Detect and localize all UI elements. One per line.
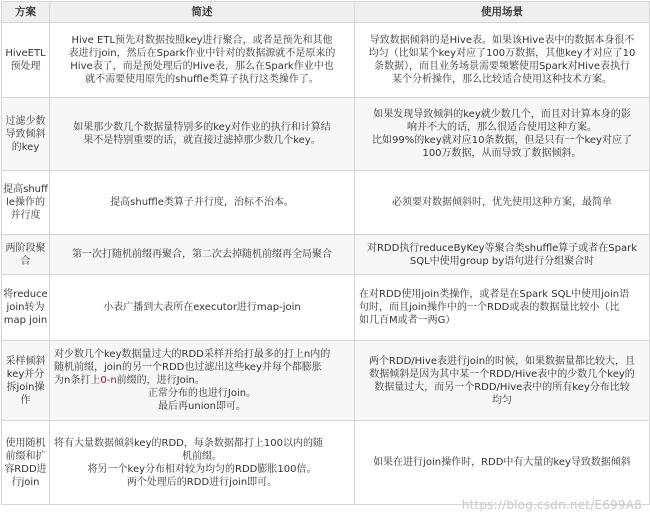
text-line: 如几百M或者一两G） [359, 315, 456, 326]
text-line: 机前缀。 [182, 450, 222, 462]
text-line: 将有大量数据倾斜key的RDD，每条数据都打上100以内的随 [54, 437, 323, 449]
text-line: 某个分析操作，那么比较适合使用这种技术方案。 [392, 74, 612, 85]
header-description: 简述 [50, 2, 355, 23]
text-line: 两个RDD/Hive表进行join的时候，如果数据量都比较大，且 [368, 355, 636, 367]
solution-name: 采样倾斜key并分拆join操作 [2, 341, 50, 421]
solution-name: 提高shuffle操作的并行度 [2, 171, 50, 235]
solution-description [50, 421, 355, 505]
text-line: 如果发现导致倾斜的key就少数几个，而且对计算本身的影 [373, 109, 631, 120]
table-row [2, 341, 650, 421]
text-line: 最后再union即可。 [158, 401, 246, 412]
solution-name: 过滤少数导致倾斜的key [2, 98, 50, 171]
text-line: 将另一个key分布相对较为均匀的RDD膨胀100倍。 [87, 463, 317, 475]
highlight-text: 0-n [100, 375, 117, 386]
text-line: 导致数据倾斜的是Hive表。如果该Hive表中的数据本身很不 [369, 35, 635, 46]
text-line: 句时，而且join操作中的一个RDD或表的数据量比较小（比 [359, 302, 620, 313]
solution-description [50, 98, 355, 171]
text-line: 数据倾斜是因为其中某一个RDD/Hive表中的少数几个key的 [369, 368, 635, 380]
table-row [2, 235, 650, 275]
solution-description [50, 275, 355, 341]
text-line: 条数据），而且业务场景需要频繁使用Spark对Hive表执行 [373, 61, 631, 72]
watermark-url: https://blog.csdn.net/E699A8 [461, 498, 642, 512]
text-line: 均匀 [492, 394, 512, 406]
text-fragment: 为n条打上 [54, 375, 101, 386]
text-line: 数据量过大，而另一个RDD/Hive表中的所有key分布比较 [374, 381, 630, 393]
table-row [2, 23, 650, 98]
header-solution: 方案 [2, 2, 50, 23]
table-row [2, 275, 650, 341]
text-line: 果不是特别重要的话，就直接过滤掉那少数几个key。 [83, 135, 321, 146]
text-line: 表进行join，然后在Spark作业中针对的数据源就不是原来的 [68, 48, 336, 59]
text-line: 在对RDD使用join类操作，或者是在Spark SQL中使用join语 [359, 289, 630, 300]
text-line: 100万数据，从而导致了数据倾斜。 [422, 148, 582, 159]
text-line: 比如99%的key就对应10条数据，但是只有一个key对应了 [372, 135, 632, 146]
text-line: 两个处理后的RDD进行join即可。 [126, 476, 278, 488]
text-line: 如果那少数几个数据量特别多的key对作业的执行和计算结 [73, 122, 331, 133]
page [0, 1, 650, 515]
text-line: 正常分布的也进行Join。 [147, 388, 257, 399]
solution-usage [355, 98, 650, 171]
text-line: Hive ETL预先对数据按照key进行聚合，或者是预先和其他 [71, 35, 333, 46]
text-line: SQL中使用group by语句进行分组聚合时 [409, 255, 595, 267]
solution-usage [355, 23, 650, 98]
text-line: 响并不大的话，那么很适合使用这种方案。 [407, 122, 597, 133]
text-line: 必须要对数据倾斜时，优先使用这种方案，最简单 [392, 197, 612, 208]
table-row [2, 421, 650, 505]
solution-description [50, 341, 355, 421]
text-line: 提高shuffle类算子并行度，治标不治本。 [110, 197, 294, 208]
text-line: 小表广播到大表所在executor进行map-join [103, 302, 301, 313]
solution-usage [355, 421, 650, 505]
table-row [2, 98, 650, 171]
text-line: 对RDD执行reduceByKey等聚合类shuffle算子或者在Spark [366, 242, 638, 254]
solution-description [50, 235, 355, 275]
solution-description [50, 23, 355, 98]
solution-name: HiveETL预处理 [2, 23, 50, 98]
text-line [54, 374, 350, 387]
solution-usage [355, 171, 650, 235]
table-row [2, 171, 650, 235]
solution-name: 使用随机前缀和扩容RDD进行join [2, 421, 50, 505]
solution-description [50, 171, 355, 235]
solution-name: 将reduce join转为map join [2, 275, 50, 341]
comparison-table [1, 1, 650, 505]
text-line: 对少数几个key数据量过大的RDD采样并给打最多的打上n内的 [54, 349, 331, 360]
text-fragment: 前缀的，进行Join。 [116, 375, 205, 386]
solution-usage [355, 275, 650, 341]
text-line: Hive表了，而是预处理后的Hive表，那么在Spark作业中也 [70, 61, 334, 72]
header-row [2, 2, 650, 23]
text-line: 就不需要使用原先的shuffle类算子执行这类操作了。 [85, 74, 319, 85]
solution-name: 两阶段聚合 [2, 235, 50, 275]
solution-usage [355, 235, 650, 275]
text-line: 均匀（比如某个key对应了100万数据，其他key才对应了10 [368, 48, 636, 59]
header-usage: 使用场景 [355, 2, 650, 23]
solution-usage [355, 341, 650, 421]
text-line: 如果在进行join操作时，RDD中有大量的key导致数据倾斜 [373, 457, 631, 468]
text-line: 随机前缀，join的另一个RDD也过滤出这些key并每个都膨胀 [54, 362, 322, 373]
text-line: 第一次打随机前缀再聚合，第二次去掉随机前缀再全局聚合 [72, 249, 332, 260]
